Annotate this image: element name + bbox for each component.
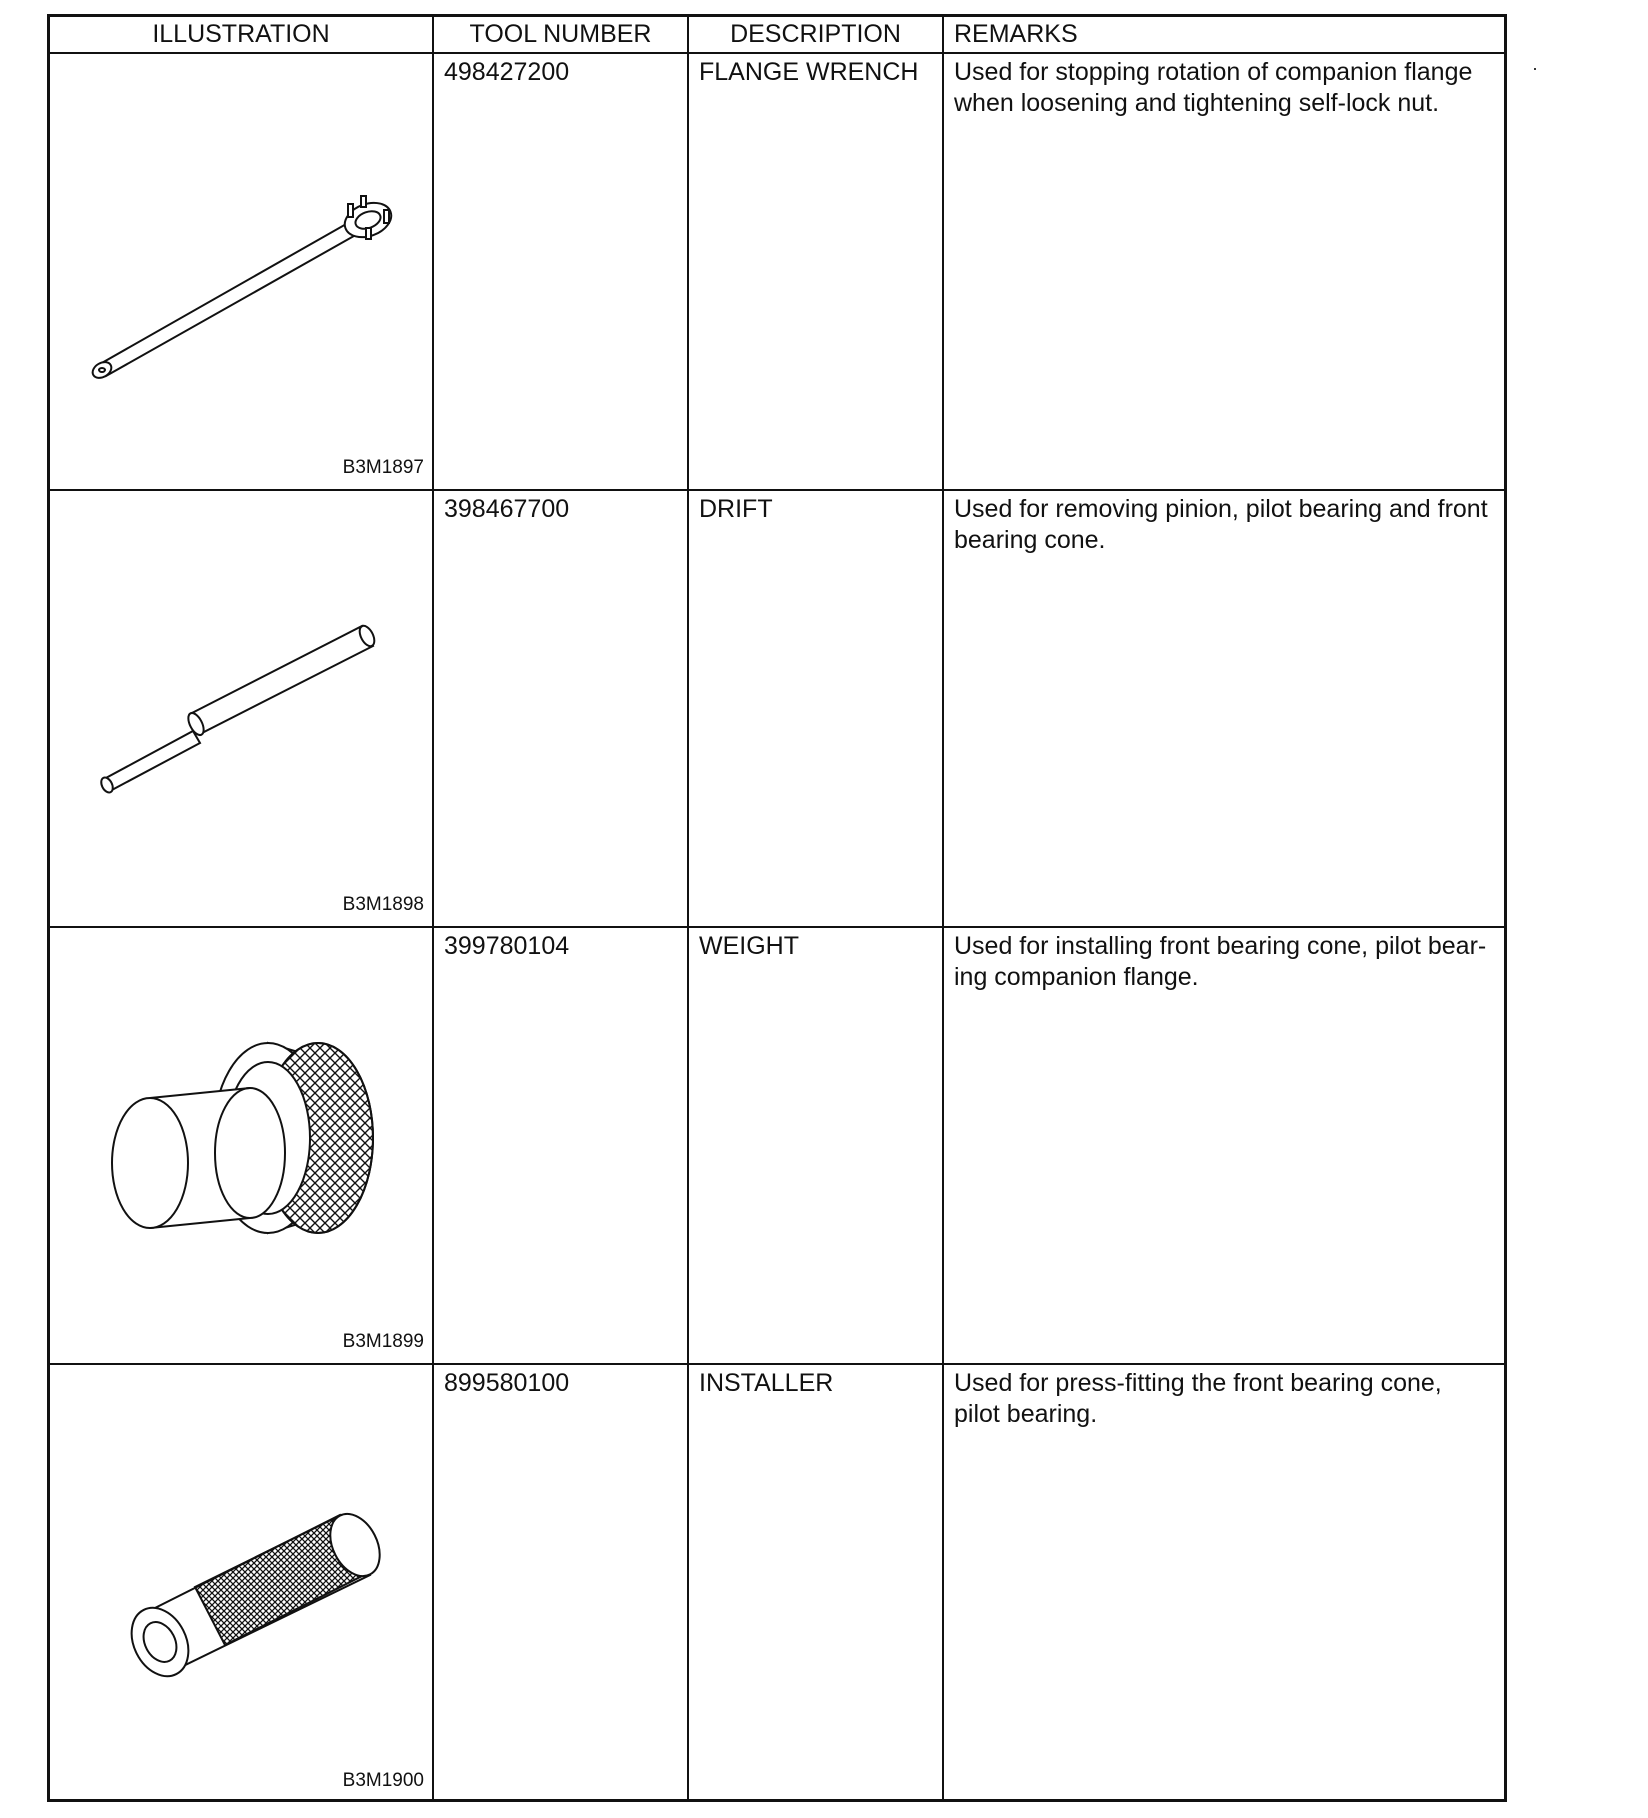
table-row xyxy=(50,928,1504,1365)
tool-remarks: Used for press-fitting the front bearing cone, pilot bearing. xyxy=(954,1369,1442,1428)
illustration-cell xyxy=(50,54,434,489)
flange-wrench-icon xyxy=(50,54,434,489)
tool-number: 398467700 xyxy=(434,491,689,926)
stray-mark: · xyxy=(1532,58,1538,78)
tool-description: FLANGE WRENCH xyxy=(689,54,944,489)
header-illustration: ILLUSTRATION xyxy=(50,17,434,52)
drift-icon xyxy=(50,491,434,926)
illustration-cell xyxy=(50,491,434,926)
figure-code: B3M1897 xyxy=(342,457,424,478)
tool-number: 498427200 xyxy=(434,54,689,489)
table-row xyxy=(50,491,1504,928)
figure-code: B3M1898 xyxy=(342,894,424,915)
tool-description: DRIFT xyxy=(689,491,944,926)
installer-icon xyxy=(50,1365,434,1800)
weight-icon xyxy=(50,928,434,1363)
tool-remarks: Used for installing front bearing cone, pilot bear-ing companion flange. xyxy=(954,932,1487,991)
tool-description: WEIGHT xyxy=(689,928,944,1363)
header-description: DESCRIPTION xyxy=(689,17,944,52)
tool-remarks: Used for stopping rotation of companion flange when loosening and tightening self-lock nut. xyxy=(954,58,1473,117)
special-tools-table xyxy=(47,14,1507,1802)
table-row xyxy=(50,54,1504,491)
tool-number: 899580100 xyxy=(434,1365,689,1802)
tool-description: INSTALLER xyxy=(689,1365,944,1802)
table-header-row xyxy=(50,17,1504,54)
illustration-cell xyxy=(50,1365,434,1802)
table-row xyxy=(50,1365,1504,1802)
figure-code: B3M1900 xyxy=(342,1770,424,1791)
illustration-cell xyxy=(50,928,434,1363)
header-remarks: REMARKS xyxy=(954,20,1078,48)
tool-remarks: Used for removing pinion, pilot bearing and front bearing cone. xyxy=(954,495,1488,554)
tool-number: 399780104 xyxy=(434,928,689,1363)
header-tool-number: TOOL NUMBER xyxy=(434,17,689,52)
figure-code: B3M1899 xyxy=(342,1331,424,1352)
